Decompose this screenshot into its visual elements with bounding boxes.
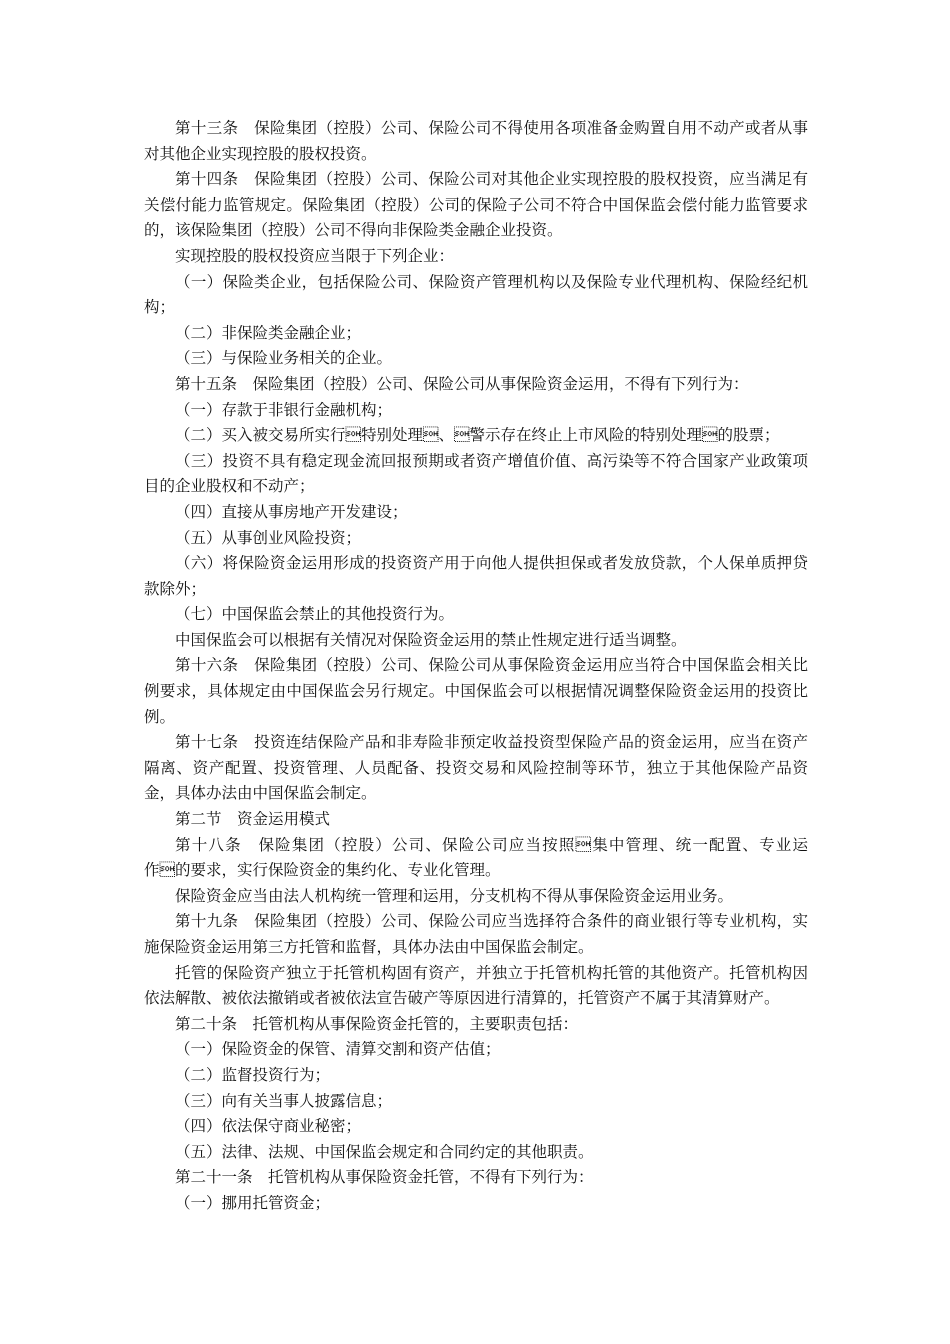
paragraph-article-16: 第十六条 保险集团（控股）公司、保险公司从事保险资金运用应当符合中国保监会相关比例要求，具体规定由中国保监会另行规定。中国保监会可以根据情况调整保险资金运用的投资比例。 [144,656,808,726]
paragraph-holding-scope: 实现控股的股权投资应当限于下列企业： [175,246,455,265]
paragraph-article-19: 第十九条 保险集团（控股）公司、保险公司应当选择符合条件的商业银行等专业机构，实施保险资金运用第三方托管和监督，具体办法由中国保监会制定。 [144,912,808,956]
list-item: （二）非保险类金融企业； [175,323,362,342]
list-item: （一）保险资金的保管、清算交割和资产估值； [175,1040,501,1059]
paragraph-article-13: 第十三条 保险集团（控股）公司、保险公司不得使用各项准备金购置自用不动产或者从事对其他企业实现控股的股权投资。 [144,119,808,163]
list-item: （一）挪用托管资金； [175,1193,331,1212]
list-item: （三）向有关当事人披露信息； [175,1091,393,1110]
list-item: （四）直接从事房地产开发建设； [175,502,408,521]
list-item: （七）中国保监会禁止的其他投资行为。 [175,605,455,624]
list-item: （五）从事创业风险投资； [175,528,362,547]
paragraph-adjustment: 中国保监会可以根据有关情况对保险资金运用的禁止性规定进行适当调整。 [175,630,687,649]
paragraph-article-17: 第十七条 投资连结保险产品和非寿险非预定收益投资型保险产品的资金运用，应当在资产隔离、资产配置、投资管理、人员配备、投资交易和风险控制等环节，独立于其他保险产品资金，具体办法由中国保监会制定。 [144,733,808,803]
list-item: （二）买入被交易所实行特别处理、警示存在终止上市风险的特别处理的股票； [175,426,780,445]
document-body [144,116,808,1217]
list-item: （一）保险类企业，包括保险公司、保险资产管理机构以及保险专业代理机构、保险经纪机构； [144,272,808,317]
section-heading: 第二节 资金运用模式 [175,810,331,829]
paragraph-article-14: 第十四条 保险集团（控股）公司、保险公司对其他企业实现控股的股权投资，应当满足有关偿付能力监管规定。保险集团（控股）公司的保险子公司不符合中国保监会偿付能力监管要求的，该保险集团（控股）公司不得向非保险类金融企业投资。 [144,170,808,240]
list-item: （一）存款于非银行金融机构； [175,400,393,419]
paragraph-article-21: 第二十一条 托管机构从事保险资金托管，不得有下列行为： [175,1168,594,1187]
paragraph-article-20: 第二十条 托管机构从事保险资金托管的，主要职责包括： [175,1014,579,1033]
list-item: （四）依法保守商业秘密； [175,1117,362,1136]
paragraph-article-15: 第十五条 保险集团（控股）公司、保险公司从事保险资金运用，不得有下列行为： [175,374,749,393]
list-item: （五）法律、法规、中国保监会规定和合同约定的其他职责。 [175,1142,594,1161]
list-item: （三）投资不具有稳定现金流回报预期或者资产增值价值、高污染等不符合国家产业政策项目的企业股权和不动产； [144,451,808,496]
paragraph-custody-assets: 托管的保险资产独立于托管机构固有资产，并独立于托管机构托管的其他资产。托管机构因依法解散、被依法撤销或者被依法宣告破产等原因进行清算的，托管资产不属于其清算财产。 [144,963,808,1008]
list-item: （三）与保险业务相关的企业。 [175,349,393,368]
list-item: （六）将保险资金运用形成的投资资产用于向他人提供担保或者发放贷款，个人保单质押贷款除外； [144,554,808,598]
list-item: （二）监督投资行为； [175,1065,331,1084]
paragraph-legal-entity: 保险资金应当由法人机构统一管理和运用，分支机构不得从事保险资金运用业务。 [175,886,734,905]
paragraph-article-18: 第十八条 保险集团（控股）公司、保险公司应当按照集中管理、统一配置、专业运作的要求，实行保险资金的集约化、专业化管理。 [144,835,808,880]
